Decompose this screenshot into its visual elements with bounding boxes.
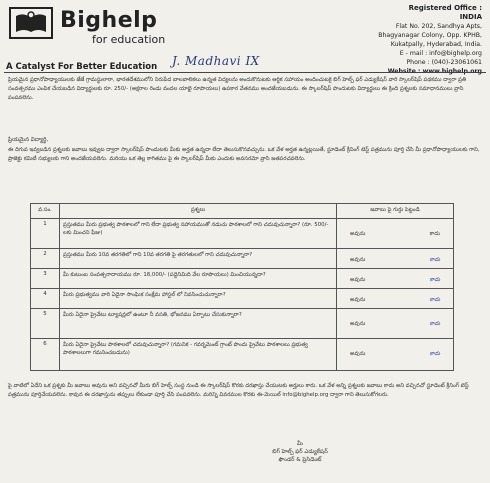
row-question: మీ కుటుంబ సంవత్సరాదాయము రూ. 18,000/- (పద్దెనిమిది వేల రూపాయలు) మించియున్నదా? xyxy=(60,269,337,289)
answer-no[interactable]: కాదు xyxy=(429,257,440,263)
signoff-title: ఫౌండర్ & ప్రెసిడెంట్ xyxy=(278,457,322,463)
signoff-organization: బిగ్ హెల్ప్ ఫర్ ఎడ్యుకేషన్ xyxy=(272,449,328,455)
header-answer: జవాబు పై గుర్తు పెట్టండి xyxy=(337,204,454,219)
instructions-paragraph: ఈ దిగువ ఇవ్వబడిన ప్రశ్నలకు జవాబు ఇవ్వుట ద్వారా స్కాలర్‌షిప్ పొందుటకు మీకు అర్హత ఉన్నదా లేదా తెలుసుకొనవచ్చును. ఒక వేళ అర్హత ఉన్నట్లయితే, స్టూడెంట్ క్రీనింగ్ టెస్ట్ పత్రమును పూర్తి చేసి మీ ప్రధానోపాధ్యాయులకు గాని, ప్రాజెక్టు కమిటీ సభ్యులకు గాని అందజేయవలెను. మరియు ఒక తెల్ల కాగితము పై ఈ స్కాలర్‌షిప్ మీకు ఎందుకు అవసరమో వ్రాసి జతపరచవలెను. xyxy=(8,147,480,162)
handwritten-student-name: J. Madhavi IX xyxy=(172,54,260,68)
row-number: 2 xyxy=(31,249,60,269)
answer-no[interactable]: కాదు xyxy=(429,231,440,237)
row-question: ప్రస్తుతము మీరు 10వ తరగతిలో గాని 10వ తరగతి పై తరగతులలో గాని చదువుచున్నారా? xyxy=(60,249,337,269)
bighelp-logo xyxy=(8,6,54,40)
answer-yes[interactable]: అవును xyxy=(350,351,366,357)
address-line: Bhagyanagar Colony, Opp. KPHB, xyxy=(378,32,482,39)
row-number: 1 xyxy=(31,219,60,249)
answer-no[interactable]: కాదు xyxy=(429,351,440,357)
header-divider xyxy=(4,72,486,73)
table-row xyxy=(31,309,454,339)
row-number: 5 xyxy=(31,309,60,339)
questions-table xyxy=(30,203,454,371)
table-row xyxy=(31,249,454,269)
office-country: INDIA xyxy=(459,13,482,21)
answer-yes[interactable]: అవును xyxy=(350,277,366,283)
answer-no[interactable]: కాదు xyxy=(429,321,440,327)
row-number: 6 xyxy=(31,339,60,371)
answer-no[interactable]: కాదు xyxy=(429,277,440,283)
brand-subtitle: for education xyxy=(92,33,166,46)
row-question: ప్రస్తుతము మీరు ప్రభుత్వ పాఠశాలలో గాని లేదా ప్రభుత్వ సహాయముతో నడుచు పాఠశాలలో గాని చదువుచున్నారా? (రూ. 500/- లకు మించని ఫీజు) xyxy=(60,219,337,249)
table-header-row xyxy=(31,204,454,219)
address-line: Kukatpally, Hyderabad, India. xyxy=(390,41,482,48)
table-row xyxy=(31,269,454,289)
answer-yes[interactable]: అవును xyxy=(350,321,366,327)
row-question: మీరు ప్రభుత్వము వారి ఏదైనా సాంఘిక సంక్షేమ హాస్టల్ లో నివసించుచున్నారా? xyxy=(60,289,337,309)
tagline: A Catalyst For Better Education xyxy=(6,62,158,72)
registered-office-block xyxy=(302,4,482,76)
phone-line: Phone : (040)-23061061 xyxy=(406,59,482,66)
table-row xyxy=(31,289,454,309)
signoff-block xyxy=(240,440,360,464)
office-heading: Registered Office : xyxy=(408,4,482,12)
table-row xyxy=(31,339,454,371)
row-question: మీరు ఏదైనా ప్రైవేటు పాఠశాలలో చదువుచున్నారా? (గమనిక - గవర్నమెంట్ గ్రాంట్ పొందు ప్రైవేటు పాఠశాలలు ప్రభుత్వ పాఠశాలలుగా గమనించబడును) xyxy=(60,339,337,371)
answer-yes[interactable]: అవును xyxy=(350,231,366,237)
brand-name: Bighelp xyxy=(60,8,158,33)
email-line: E - mail : info@bighelp.org xyxy=(399,50,482,57)
greeting: ప్రియమైన విద్యార్థి, xyxy=(8,137,49,143)
table-row xyxy=(31,219,454,249)
closing-paragraph: పై వాటిలో ఏదేని ఒక ప్రశ్నకు మీ జవాబు అవును అని వచ్చినచో మీరు బిగ్ హెల్ప్ సంస్థ నుండి ఈ స్కాలర్‌షిప్ కొరకు దరఖాస్తు చేయుటకు అర్హులు కారు. ఒక వేళ అన్ని ప్రశ్నలకు జవాబు కాదు అని వచ్చినచో స్టూడెంట్ క్రీనింగ్ టెస్ట్ పత్రమును పూర్తిచేయవలెను. కావున ఈ దరఖాస్తును తప్పులు లేకుండా పూర్తి చేసి పంపవలెను. మరిన్ని వివరముల కొరకు ఈ-మెయిల్ info@bighelp.org ద్వారా గాని తెలుసుకోగలరు. xyxy=(8,383,469,398)
row-question: మీరు ఏదైనా ప్రైవేటు ట్యూషన్లలో ఉంటూ నీ వసతి, భోజనము ఏర్పాటు చేసుకున్నారా? xyxy=(60,309,337,339)
answer-no[interactable]: కాదు xyxy=(429,297,440,303)
header-questions: ప్రశ్నలు xyxy=(60,204,337,219)
header-serial: వ.సం. xyxy=(31,204,60,219)
address-line: Flat No. 202, Sandhya Apts, xyxy=(395,23,482,30)
row-number: 4 xyxy=(31,289,60,309)
answer-yes[interactable]: అవును xyxy=(350,257,366,263)
signoff-line: మీ xyxy=(297,441,303,447)
intro-paragraph: ప్రియమైన ప్రధానోపాధ్యాయులకు జేజే గ్రామస్థులారా, భారతదేశములోని నిరుపేద బాలబాలికలు ఉన్నత విద్యలను అందుకొనుటకు ఆర్థిక సహాయం అందించుటకై బిగ్ హెల్ప్ ఫర్ ఎడ్యుకేషన్ వారి స్కాలర్‌షిప్ పథకము ద్వారా ప్రతి సంవత్సరము ఎంపిక చేయబడిన విద్యార్థులకు రూ. 250/- (అక్షరాల రెండు వందల యాభై రూపాయలు) ఉపకార వేతనము అందజేయబడును. ఈ స్కాలర్‌షిప్ పొందుటకు విద్యార్థులు ఈ క్రింది ప్రశ్నలకు సమాధానములు వ్రాసి పంపవలెను. xyxy=(8,77,467,101)
row-number: 3 xyxy=(31,269,60,289)
answer-yes[interactable]: అవును xyxy=(350,297,366,303)
